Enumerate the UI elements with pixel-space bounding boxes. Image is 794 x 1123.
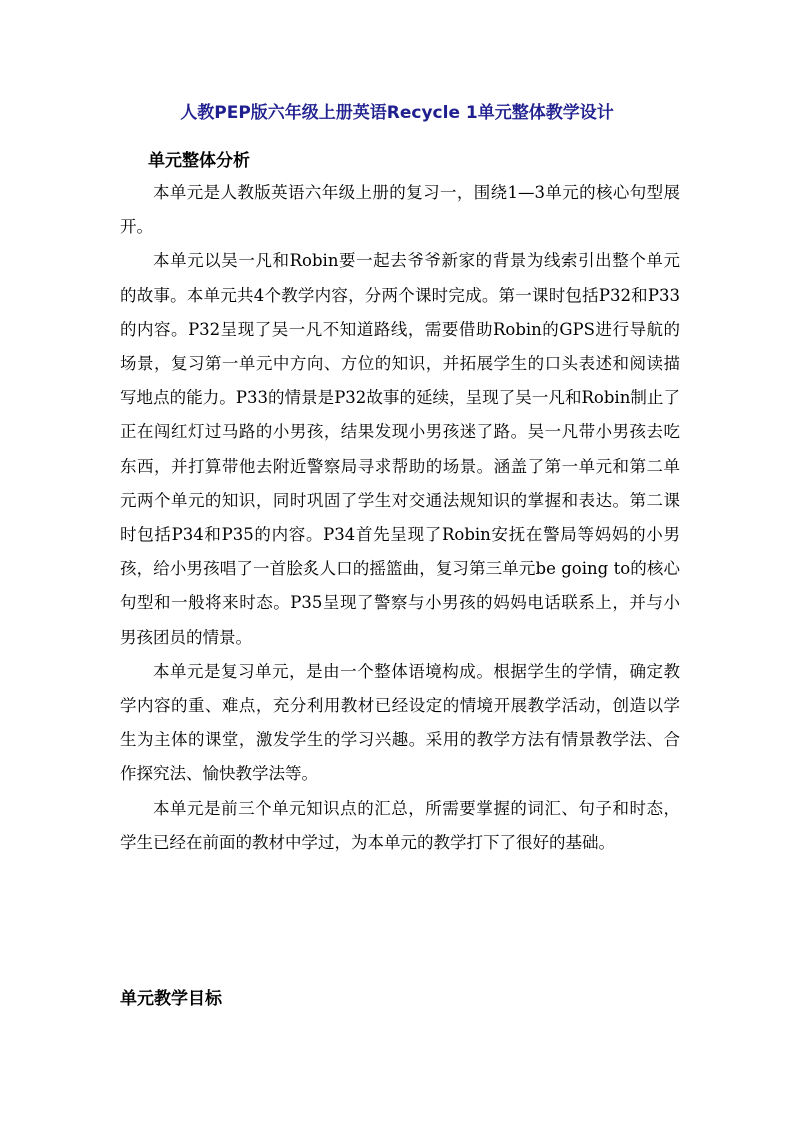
paragraph: 本单元是前三个单元知识点的汇总，所需要掌握的词汇、句子和时态，学生已经在前面的教材中学过，为本单元的教学打下了很好的基础。: [120, 798, 680, 852]
paragraph: 本单元是复习单元，是由一个整体语境构成。根据学生的学情，确定教学内容的重、难点，充分利用教材已经设定的情境开展教学活动，创造以学生为主体的课堂，激发学生的学习兴趣。采用的教学方法有情景教学法、合作探究法、愉快教学法等。: [120, 661, 680, 784]
document-title: 人教PEP版六年级上册英语Recycle 1单元整体教学设计: [180, 103, 614, 123]
paragraph: 本单元是人教版英语六年级上册的复习一，围绕1—3单元的核心句型展开。: [120, 183, 680, 237]
body-text: [120, 176, 680, 860]
section-heading-teaching-goals: 单元教学目标: [120, 989, 222, 1009]
paragraph: 本单元以吴一凡和Robin要一起去爷爷新家的背景为线索引出整个单元的故事。本单元共4个教学内容，分两个课时完成。第一课时包括P32和P33的内容。P32呈现了吴一凡不知道路线，需要借助Robin的GPS进行导航的场景，复习第一单元中方向、方位的知识，并拓展学生的口头表述和阅读描写地点的能力。P33的情景是P32故事的延续，呈现了吴一凡和Robin制止了正在闯红灯过马路的小男孩，结果发现小男孩迷了路。吴一凡带小男孩去吃东西，并打算带他去附近警察局寻求帮助的场景。涵盖了第一单元和第二单元两个单元的知识，同时巩固了学生对交通法规知识的掌握和表达。第二课时包括P34和P35的内容。P34首先呈现了Robin安抚在警局等妈妈的小男孩，给小男孩唱了一首脍炙人口的摇篮曲，复习第三单元be going to的核心句型和一般将来时态。P35呈现了警察与小男孩的妈妈电话联系上，并与小男孩团员的情景。: [120, 251, 680, 647]
section-heading-unit-analysis: 单元整体分析: [148, 151, 250, 171]
